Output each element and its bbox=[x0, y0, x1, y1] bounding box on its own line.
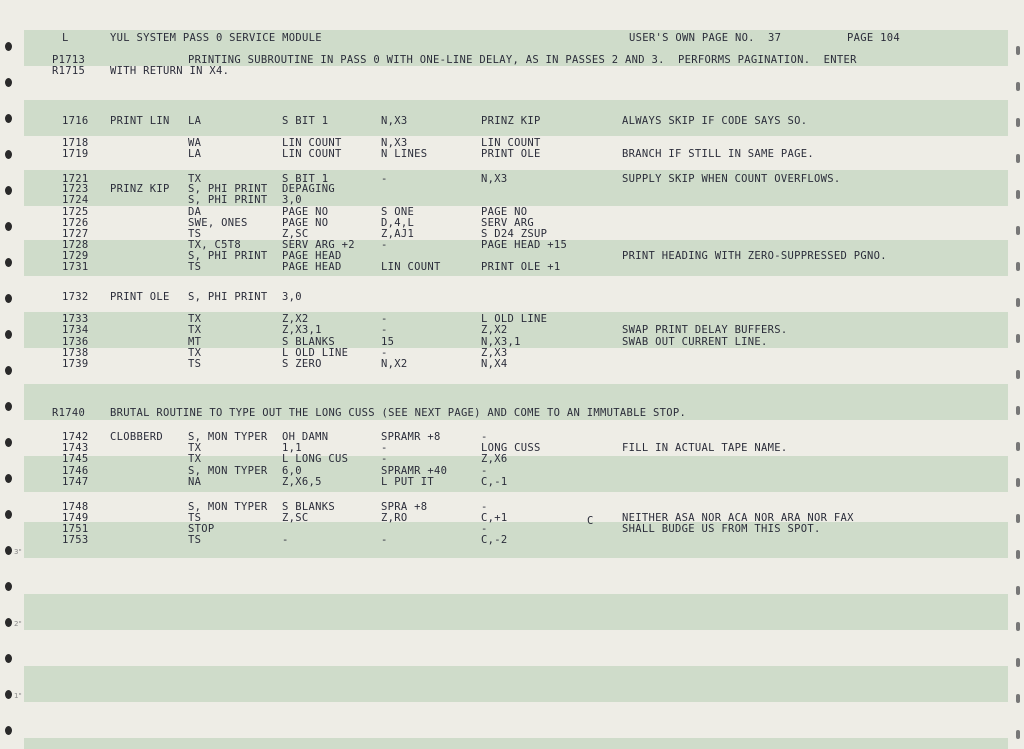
tractor-feed-hole bbox=[5, 366, 12, 375]
line-number: 1742 bbox=[62, 431, 89, 443]
address-field-2: - bbox=[381, 313, 388, 325]
tractor-feed-hole bbox=[1016, 730, 1020, 739]
address-field-1: Z,X3,1 bbox=[282, 324, 322, 336]
line-number: 1719 bbox=[62, 148, 89, 160]
address-field-3: LIN COUNT bbox=[481, 137, 541, 149]
address-field-1: Z,SC bbox=[282, 512, 309, 524]
operation-field: TX bbox=[188, 347, 202, 359]
tractor-feed-hole bbox=[1016, 586, 1020, 595]
line-number: 1747 bbox=[62, 476, 89, 488]
line-number: 1729 bbox=[62, 250, 89, 262]
tractor-feed-hole bbox=[1016, 262, 1020, 271]
operation-field: WA bbox=[188, 137, 202, 149]
tractor-feed-hole bbox=[1016, 298, 1020, 307]
tractor-feed-hole bbox=[1016, 478, 1020, 487]
operation-field: S, MON TYPER bbox=[188, 501, 268, 513]
line-number: 1716 bbox=[62, 115, 89, 127]
operation-field: TX bbox=[188, 453, 202, 465]
address-field-3: PRINT OLE +1 bbox=[481, 261, 561, 273]
line-number: 1739 bbox=[62, 358, 89, 370]
line-number: 1723 bbox=[62, 183, 89, 195]
address-field-1: PAGE NO bbox=[282, 206, 329, 218]
line-number: 1748 bbox=[62, 501, 89, 513]
tractor-feed-hole bbox=[1016, 694, 1020, 703]
operation-field: TS bbox=[188, 261, 202, 273]
margin-mark: 3" bbox=[14, 548, 22, 556]
address-field-1: - bbox=[282, 534, 289, 546]
line-number: 1732 bbox=[62, 291, 89, 303]
location-field: PRINT OLE bbox=[110, 291, 170, 303]
line-number: 1753 bbox=[62, 534, 89, 546]
tractor-feed-hole bbox=[1016, 226, 1020, 235]
address-field-3: PAGE NO bbox=[481, 206, 528, 218]
address-field-3: PAGE HEAD +15 bbox=[481, 239, 568, 251]
address-field-1: Z,X2 bbox=[282, 313, 309, 325]
operation-field: S, PHI PRINT bbox=[188, 194, 268, 206]
operation-field: TS bbox=[188, 534, 202, 546]
comment-field: SWAP PRINT DELAY BUFFERS. bbox=[622, 324, 788, 336]
tractor-feed-hole bbox=[1016, 550, 1020, 559]
address-field-1: 1,1 bbox=[282, 442, 302, 454]
operation-field: TX bbox=[188, 324, 202, 336]
tractor-feed-hole bbox=[5, 42, 12, 51]
address-field-1: S BLANKS bbox=[282, 501, 335, 513]
tractor-feed-hole bbox=[1016, 334, 1020, 343]
address-field-1: DEPAGING bbox=[282, 183, 335, 195]
operation-field: TS bbox=[188, 358, 202, 370]
line-number: 1745 bbox=[62, 453, 89, 465]
tractor-feed-hole bbox=[1016, 118, 1020, 127]
address-field-1: S ZERO bbox=[282, 358, 322, 370]
operation-field: S, MON TYPER bbox=[188, 431, 268, 443]
header-user-page: USER'S OWN PAGE NO. 37 bbox=[629, 32, 782, 44]
operation-field: S, MON TYPER bbox=[188, 465, 268, 477]
address-field-3: C,-2 bbox=[481, 534, 508, 546]
operation-field: LA bbox=[188, 115, 202, 127]
location-field: PRINZ KIP bbox=[110, 183, 170, 195]
margin-mark: 1" bbox=[14, 692, 22, 700]
address-field-3: S D24 ZSUP bbox=[481, 228, 548, 240]
comment-field: PRINT HEADING WITH ZERO-SUPPRESSED PGNO. bbox=[622, 250, 887, 262]
tractor-feed-hole bbox=[5, 582, 12, 591]
address-field-1: PAGE NO bbox=[282, 217, 329, 229]
greenbar-band bbox=[24, 170, 1008, 206]
tractor-feed-hole bbox=[5, 654, 12, 663]
address-field-3: LONG CUSS bbox=[481, 442, 541, 454]
tractor-feed-hole bbox=[5, 330, 12, 339]
tractor-feed-hole bbox=[1016, 442, 1020, 451]
location-field: CLOBBERD bbox=[110, 431, 163, 443]
address-field-1: LIN COUNT bbox=[282, 137, 342, 149]
operation-field: TX, C5T8 bbox=[188, 239, 241, 251]
operation-field: STOP bbox=[188, 523, 215, 535]
greenbar-band bbox=[24, 738, 1008, 749]
address-field-1: PAGE HEAD bbox=[282, 250, 342, 262]
address-field-2: N,X3 bbox=[381, 115, 408, 127]
line-number: 1726 bbox=[62, 217, 89, 229]
address-field-2: - bbox=[381, 347, 388, 359]
line-number: 1721 bbox=[62, 173, 89, 185]
operation-field: TX bbox=[188, 442, 202, 454]
remark-text: BRUTAL ROUTINE TO TYPE OUT THE LONG CUSS (SEE NEXT PAGE) AND COME TO AN IMMUTABLE STOP. bbox=[110, 407, 687, 419]
address-field-2: - bbox=[381, 173, 388, 185]
tractor-feed-hole bbox=[1016, 190, 1020, 199]
tractor-feed-hole bbox=[5, 726, 12, 735]
tractor-feed-hole bbox=[5, 222, 12, 231]
address-field-3: PRINT OLE bbox=[481, 148, 541, 160]
header-col-l: L bbox=[62, 32, 69, 44]
address-field-2: LIN COUNT bbox=[381, 261, 441, 273]
tractor-feed-hole bbox=[5, 258, 12, 267]
remark-number: R1740 bbox=[52, 407, 86, 419]
tractor-feed-hole bbox=[5, 546, 12, 555]
address-field-1: PAGE HEAD bbox=[282, 261, 342, 273]
tractor-feed-hole bbox=[1016, 46, 1020, 55]
address-field-3: Z,X3 bbox=[481, 347, 508, 359]
header-title: YUL SYSTEM PASS 0 SERVICE MODULE bbox=[110, 32, 322, 44]
address-field-2: 15 bbox=[381, 336, 395, 348]
address-field-2: N LINES bbox=[381, 148, 428, 160]
comment-field: SWAB OUT CURRENT LINE. bbox=[622, 336, 768, 348]
tractor-feed-hole bbox=[5, 402, 12, 411]
tractor-feed-hole bbox=[5, 618, 12, 627]
tractor-feed-hole bbox=[5, 438, 12, 447]
operation-field: TS bbox=[188, 228, 202, 240]
header-page-number: PAGE 104 bbox=[847, 32, 900, 44]
line-number: 1738 bbox=[62, 347, 89, 359]
address-field-1: LIN COUNT bbox=[282, 148, 342, 160]
tractor-feed-hole bbox=[1016, 658, 1020, 667]
address-field-2: SPRAMR +8 bbox=[381, 431, 441, 443]
address-field-3: C,+1 bbox=[481, 512, 508, 524]
remark-number: P1713 bbox=[52, 54, 86, 66]
address-field-3: Z,X6 bbox=[481, 453, 508, 465]
address-field-1: S BIT 1 bbox=[282, 115, 329, 127]
operation-field: DA bbox=[188, 206, 202, 218]
address-field-1: Z,X6,5 bbox=[282, 476, 322, 488]
operation-field: SWE, ONES bbox=[188, 217, 248, 229]
address-field-2: SPRAMR +40 bbox=[381, 465, 448, 477]
tractor-feed-hole bbox=[1016, 514, 1020, 523]
line-number: 1725 bbox=[62, 206, 89, 218]
address-field-2: N,X2 bbox=[381, 358, 408, 370]
greenbar-band bbox=[24, 666, 1008, 702]
line-number: 1751 bbox=[62, 523, 89, 535]
remark-text: WITH RETURN IN X4. bbox=[110, 65, 230, 77]
address-field-1: Z,SC bbox=[282, 228, 309, 240]
line-number: 1743 bbox=[62, 442, 89, 454]
operation-field: TS bbox=[188, 512, 202, 524]
address-field-3: - bbox=[481, 523, 488, 535]
address-field-2: - bbox=[381, 453, 388, 465]
operation-field: S, PHI PRINT bbox=[188, 250, 268, 262]
address-field-2: - bbox=[381, 534, 388, 546]
location-field: PRINT LIN bbox=[110, 115, 170, 127]
address-field-1: S BIT 1 bbox=[282, 173, 329, 185]
address-field-1: 3,0 bbox=[282, 291, 302, 303]
address-field-1: SERV ARG +2 bbox=[282, 239, 355, 251]
line-number: 1733 bbox=[62, 313, 89, 325]
address-field-2: - bbox=[381, 442, 388, 454]
line-number: 1736 bbox=[62, 336, 89, 348]
tractor-feed-hole bbox=[1016, 370, 1020, 379]
remark-text: PRINTING SUBROUTINE IN PASS 0 WITH ONE-LINE DELAY, AS IN PASSES 2 AND 3. PERFORMS PAGINATION. ENTER bbox=[188, 54, 857, 66]
line-number: 1731 bbox=[62, 261, 89, 273]
operation-field: TX bbox=[188, 173, 202, 185]
comment-field: BRANCH IF STILL IN SAME PAGE. bbox=[622, 148, 815, 160]
line-number: 1718 bbox=[62, 137, 89, 149]
tractor-feed-hole bbox=[5, 474, 12, 483]
operation-field: TX bbox=[188, 313, 202, 325]
tractor-feed-hole bbox=[1016, 82, 1020, 91]
comment-field: NEITHER ASA NOR ACA NOR ARA NOR FAX bbox=[622, 512, 854, 524]
address-field-3: - bbox=[481, 431, 488, 443]
address-field-1: L LONG CUS bbox=[282, 453, 349, 465]
address-field-2: - bbox=[381, 239, 388, 251]
tractor-feed-hole bbox=[5, 510, 12, 519]
address-field-3: - bbox=[481, 465, 488, 477]
address-field-2: D,4,L bbox=[381, 217, 415, 229]
comment-field: FILL IN ACTUAL TAPE NAME. bbox=[622, 442, 788, 454]
address-field-3: SERV ARG bbox=[481, 217, 534, 229]
greenbar-band bbox=[24, 522, 1008, 558]
operation-field: S, PHI PRINT bbox=[188, 291, 268, 303]
tractor-feed-hole bbox=[5, 186, 12, 195]
address-field-2: - bbox=[381, 324, 388, 336]
address-field-2: L PUT IT bbox=[381, 476, 434, 488]
address-field-2: N,X3 bbox=[381, 137, 408, 149]
line-number: 1746 bbox=[62, 465, 89, 477]
operation-field: S, PHI PRINT bbox=[188, 183, 268, 195]
operation-field: MT bbox=[188, 336, 202, 348]
margin-mark: 2" bbox=[14, 620, 22, 628]
operation-field: LA bbox=[188, 148, 202, 160]
address-field-3: - bbox=[481, 501, 488, 513]
tractor-feed-hole bbox=[5, 114, 12, 123]
address-field-1: 3,0 bbox=[282, 194, 302, 206]
address-field-2: S ONE bbox=[381, 206, 415, 218]
address-field-3: L OLD LINE bbox=[481, 313, 548, 325]
line-number: 1728 bbox=[62, 239, 89, 251]
address-field-2: Z,AJ1 bbox=[381, 228, 415, 240]
line-flag: C bbox=[587, 515, 594, 527]
operation-field: NA bbox=[188, 476, 202, 488]
tractor-feed-hole bbox=[1016, 406, 1020, 415]
line-number: 1734 bbox=[62, 324, 89, 336]
address-field-3: C,-1 bbox=[481, 476, 508, 488]
address-field-1: OH DAMN bbox=[282, 431, 329, 443]
address-field-3: Z,X2 bbox=[481, 324, 508, 336]
address-field-1: S BLANKS bbox=[282, 336, 335, 348]
tractor-feed-hole bbox=[5, 150, 12, 159]
line-number: 1749 bbox=[62, 512, 89, 524]
remark-number: R1715 bbox=[52, 65, 86, 77]
line-number: 1727 bbox=[62, 228, 89, 240]
comment-field: SHALL BUDGE US FROM THIS SPOT. bbox=[622, 523, 821, 535]
greenbar-band bbox=[24, 453, 1008, 492]
comment-field: SUPPLY SKIP WHEN COUNT OVERFLOWS. bbox=[622, 173, 841, 185]
address-field-3: PRINZ KIP bbox=[481, 115, 541, 127]
address-field-3: N,X3 bbox=[481, 173, 508, 185]
comment-field: ALWAYS SKIP IF CODE SAYS SO. bbox=[622, 115, 808, 127]
greenbar-band bbox=[24, 594, 1008, 630]
address-field-3: N,X3,1 bbox=[481, 336, 521, 348]
tractor-feed-hole bbox=[1016, 622, 1020, 631]
address-field-2: Z,RO bbox=[381, 512, 408, 524]
line-number: 1724 bbox=[62, 194, 89, 206]
tractor-feed-hole bbox=[5, 294, 12, 303]
address-field-1: L OLD LINE bbox=[282, 347, 349, 359]
tractor-feed-hole bbox=[1016, 154, 1020, 163]
address-field-1: 6,0 bbox=[282, 465, 302, 477]
tractor-feed-hole bbox=[5, 78, 12, 87]
tractor-feed-hole bbox=[5, 690, 12, 699]
address-field-3: N,X4 bbox=[481, 358, 508, 370]
address-field-2: SPRA +8 bbox=[381, 501, 428, 513]
